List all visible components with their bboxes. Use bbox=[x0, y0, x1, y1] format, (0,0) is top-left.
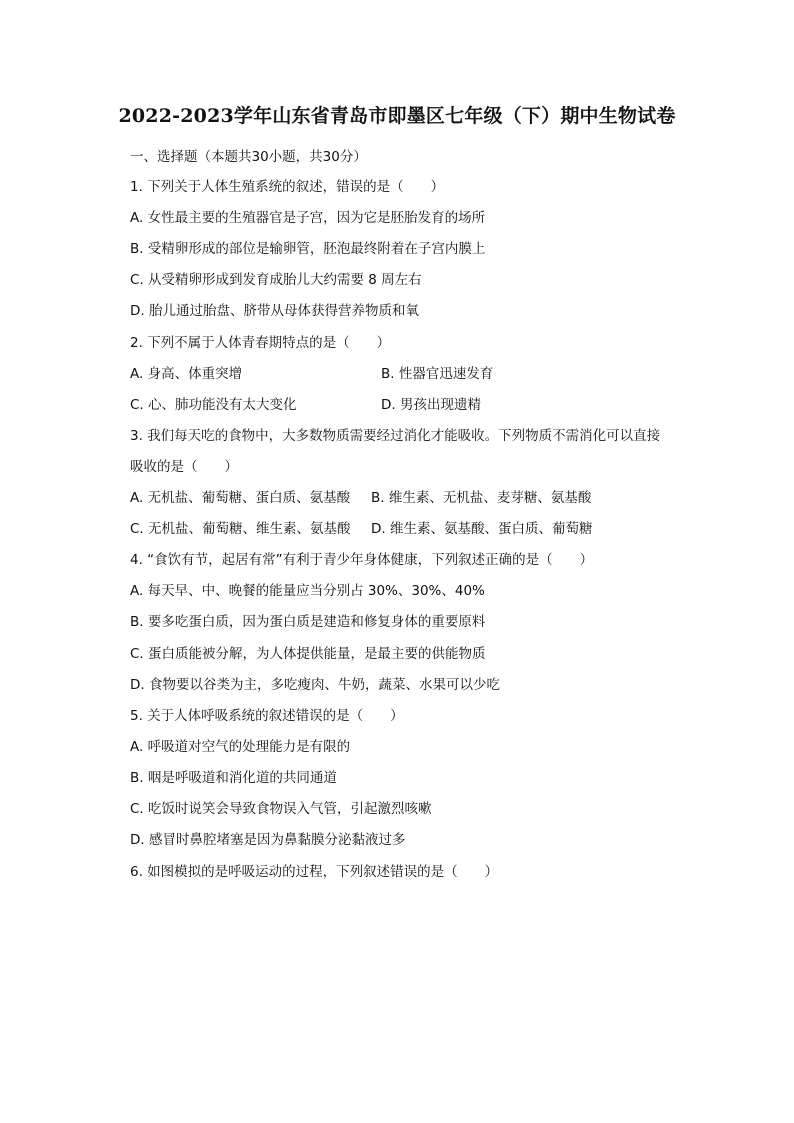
question-2-option-c: C. 心、肺功能没有太大变化 bbox=[130, 397, 297, 413]
exam-title: 2022-2023学年山东省青岛市即墨区七年级（下）期中生物试卷 bbox=[118, 105, 676, 127]
question-4-option-d: D. 食物要以谷类为主，多吃瘦肉、牛奶，蔬菜、水果可以少吃 bbox=[130, 677, 500, 693]
question-4-option-b: B. 要多吃蛋白质，因为蛋白质是建造和修复身体的重要原料 bbox=[130, 614, 486, 630]
question-1-option-b: B. 受精卵形成的部位是输卵管，胚泡最终附着在子宫内膜上 bbox=[130, 241, 486, 257]
question-5-stem: 5. 关于人体呼吸系统的叙述错误的是（ ） bbox=[130, 708, 404, 724]
question-3-option-b: B. 维生素、无机盐、麦芽糖、氨基酸 bbox=[371, 490, 592, 506]
question-2-option-a: A. 身高、体重突增 bbox=[130, 366, 243, 382]
section-heading: 一、选择题（本题共30小题，共30分） bbox=[130, 149, 367, 165]
question-1-option-c: C. 从受精卵形成到发育成胎儿大约需要 8 周左右 bbox=[130, 272, 422, 288]
question-6-stem: 6. 如图模拟的是呼吸运动的过程，下列叙述错误的是（ ） bbox=[130, 864, 499, 880]
question-4-option-c: C. 蛋白质能被分解，为人体提供能量，是最主要的供能物质 bbox=[130, 646, 486, 662]
question-1-option-d: D. 胎儿通过胎盘、脐带从母体获得营养物质和氧 bbox=[130, 303, 419, 319]
question-5-option-a: A. 呼吸道对空气的处理能力是有限的 bbox=[130, 739, 351, 755]
question-5-option-c: C. 吃饭时说笑会导致食物误入气管，引起激烈咳嗽 bbox=[130, 801, 432, 817]
question-4-stem: 4. “食饮有节，起居有常”有利于青少年身体健康，下列叙述正确的是（ ） bbox=[130, 552, 594, 568]
question-3-stem-line-1: 3. 我们每天吃的食物中，大多数物质需要经过消化才能吸收。下列物质不需消化可以直接 bbox=[130, 428, 661, 444]
question-3-option-d: D. 维生素、氨基酸、蛋白质、葡萄糖 bbox=[371, 521, 593, 537]
question-1-option-a: A. 女性最主要的生殖器官是子宫，因为它是胚胎发育的场所 bbox=[130, 210, 486, 226]
question-2-option-b: B. 性器官迅速发育 bbox=[381, 366, 494, 382]
question-3-stem-line-2: 吸收的是（ ） bbox=[130, 459, 238, 475]
question-5-option-b: B. 咽是呼吸道和消化道的共同通道 bbox=[130, 770, 337, 786]
question-2-option-d: D. 男孩出现遗精 bbox=[381, 397, 481, 413]
question-2-stem: 2. 下列不属于人体青春期特点的是（ ） bbox=[130, 335, 391, 351]
question-5-option-d: D. 感冒时鼻腔堵塞是因为鼻黏膜分泌黏液过多 bbox=[130, 832, 406, 848]
question-1-stem: 1. 下列关于人体生殖系统的叙述，错误的是（ ） bbox=[130, 179, 445, 195]
question-3-option-a: A. 无机盐、葡萄糖、蛋白质、氨基酸 bbox=[130, 490, 351, 506]
question-3-option-c: C. 无机盐、葡萄糖、维生素、氨基酸 bbox=[130, 521, 351, 537]
question-4-option-a: A. 每天早、中、晚餐的能量应当分别占 30%、30%、40% bbox=[130, 583, 485, 599]
